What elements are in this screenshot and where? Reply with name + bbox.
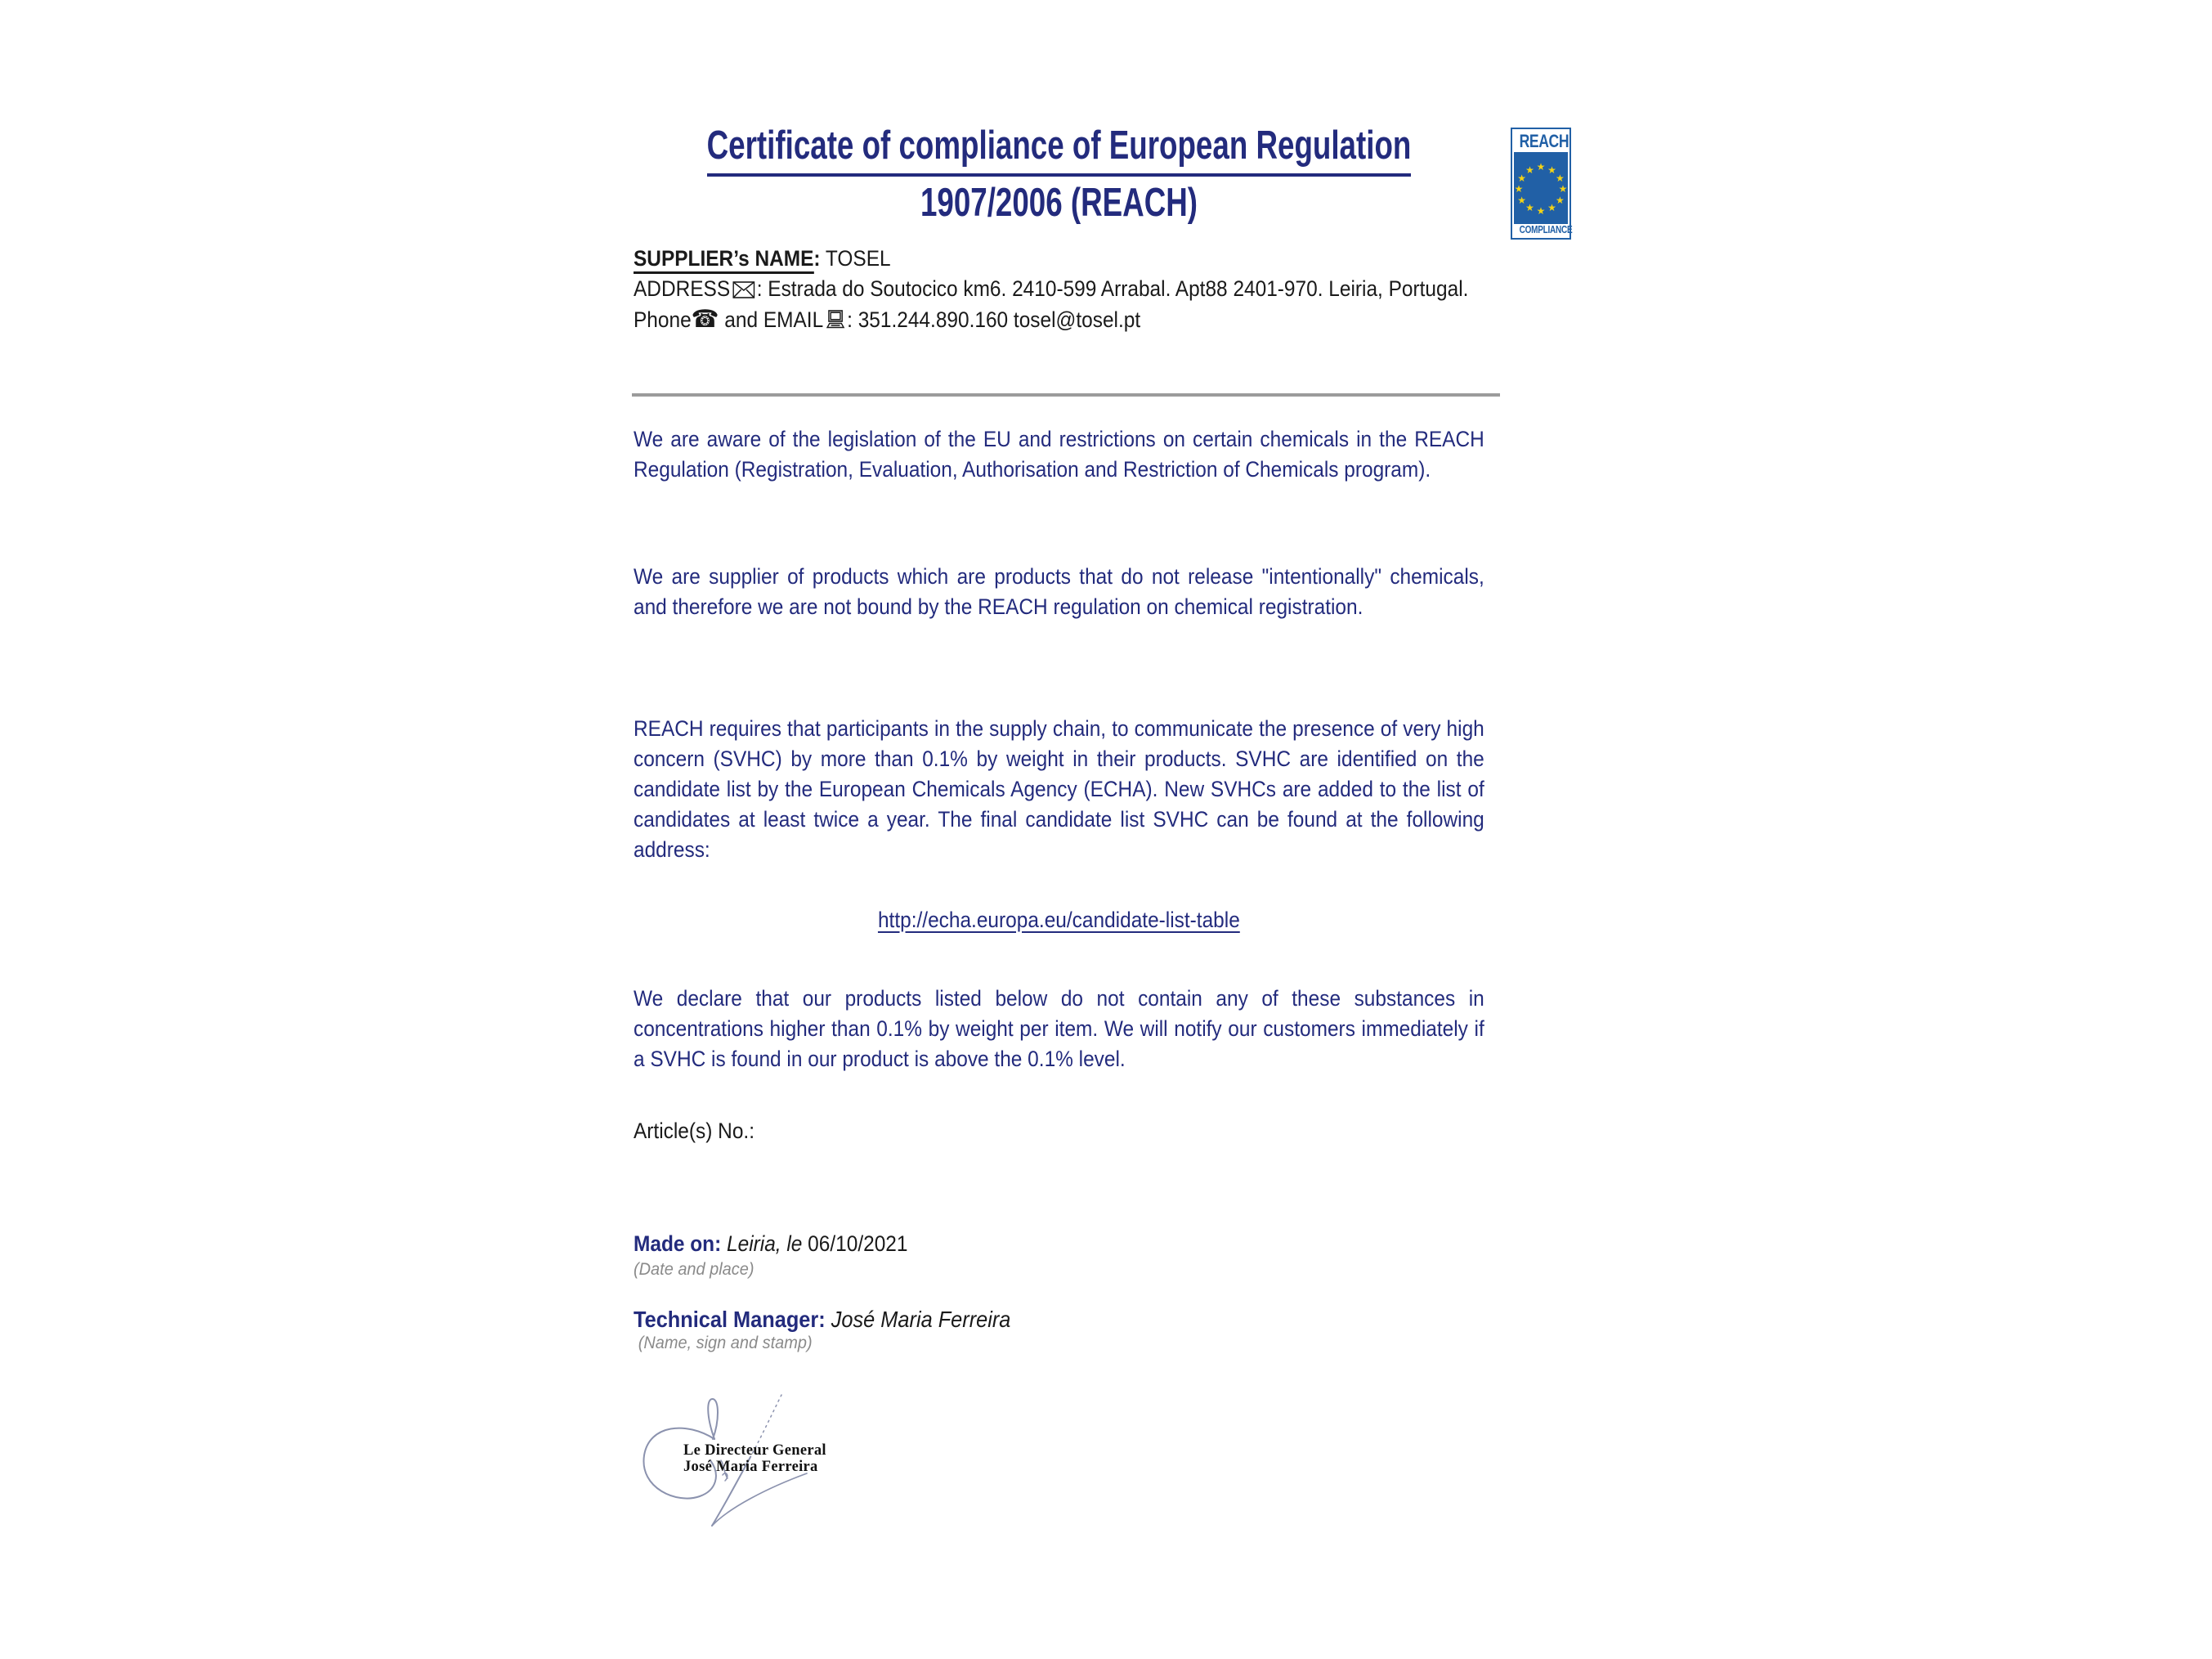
eu-star-icon: ★ bbox=[1558, 183, 1568, 195]
made-on-place: Leiria, le bbox=[721, 1231, 803, 1256]
signature-caption bbox=[683, 1442, 826, 1475]
technical-manager-name: José Maria Ferreira bbox=[825, 1307, 1011, 1332]
envelope-icon bbox=[732, 281, 754, 298]
candidate-list-link[interactable]: http://echa.europa.eu/candidate-list-table bbox=[877, 908, 1240, 932]
eu-star-icon: ★ bbox=[1536, 205, 1546, 217]
horizontal-divider bbox=[632, 393, 1500, 397]
contact-value: : 351.244.890.160 tosel@tosel.pt bbox=[847, 307, 1141, 332]
phone-label: Phone bbox=[634, 307, 692, 332]
compliance-logo-label: COMPLIANCE bbox=[1519, 224, 1573, 235]
name-sign-stamp-note: (Name, sign and stamp) bbox=[638, 1334, 813, 1352]
supplier-address-line bbox=[634, 274, 1484, 304]
made-on-label: Made on: bbox=[634, 1231, 722, 1256]
telephone-icon: ☎ bbox=[691, 305, 719, 334]
articles-no-label: Article(s) No.: bbox=[634, 1119, 754, 1143]
eu-star-icon: ★ bbox=[1517, 172, 1526, 184]
made-on-date: 06/10/2021 bbox=[802, 1231, 908, 1256]
eu-star-icon: ★ bbox=[1525, 164, 1534, 176]
technical-manager-label: Technical Manager: bbox=[634, 1307, 826, 1332]
supplier-info-block bbox=[634, 244, 1484, 335]
paragraph-awareness: We are aware of the legislation of the EU and restrictions on certain chemicals in the REACH Regulation (Registration, Evaluation, Authorisation and Restriction of Chemicals program). bbox=[634, 427, 1484, 482]
email-label: and EMAIL bbox=[719, 307, 824, 332]
reach-compliance-logo bbox=[1511, 128, 1571, 240]
eu-star-icon: ★ bbox=[1547, 164, 1556, 176]
candidate-list-link-row bbox=[634, 905, 1484, 935]
eu-star-icon: ★ bbox=[1514, 183, 1524, 195]
address-label: ADDRESS bbox=[634, 276, 731, 301]
eu-stars-flag-icon bbox=[1514, 152, 1568, 224]
supplier-name-label: SUPPLIER’s NAME bbox=[634, 246, 813, 274]
eu-star-icon: ★ bbox=[1517, 194, 1526, 206]
title-line-1 bbox=[634, 119, 1484, 177]
supplier-name-value: TOSEL bbox=[820, 246, 891, 271]
paragraph-reach-svhc: REACH requires that participants in the supply chain, to communicate the presence of very high concern (SVHC) by more than 0.1% by weight in their products. SVHC are identified on the candidate list by the European Chemicals Agency (ECHA). New SVHCs are added to the list of candidates at least twice a year. The final candidate list SVHC can be found at the following address: bbox=[634, 716, 1484, 862]
eu-star-icon: ★ bbox=[1556, 194, 1565, 206]
eu-star-icon: ★ bbox=[1556, 172, 1565, 184]
made-on-line bbox=[634, 1229, 1484, 1259]
title-line-1-text: Certificate of compliance of European Regulation bbox=[707, 119, 1412, 177]
signature-caption-line-2: José Maria Ferreira bbox=[683, 1459, 818, 1475]
technical-manager-line bbox=[634, 1304, 1484, 1334]
title-line-2: 1907/2006 (REACH) bbox=[920, 181, 1198, 225]
reach-logo-label: REACH bbox=[1519, 131, 1569, 151]
eu-star-icon: ★ bbox=[1547, 202, 1556, 214]
supplier-name-line: SUPPLIER’s NAME: TOSEL bbox=[634, 244, 1484, 274]
paragraph-declaration: We declare that our products listed below do not contain any of these substances in concentrations higher than 0.1% by weight per item. We will notify our customers immediately if a SVHC is found in our product is above the 0.1% level. bbox=[634, 986, 1484, 1071]
supplier-contact-line bbox=[634, 304, 1484, 335]
address-value: : Estrada do Soutocico km6. 2410-599 Arrabal. Apt88 2401-970. Leiria, Portugal. bbox=[756, 276, 1469, 301]
document-title bbox=[634, 119, 1484, 229]
signature-caption-line-1: Le Directeur General bbox=[683, 1442, 826, 1459]
eu-star-icon: ★ bbox=[1525, 202, 1534, 214]
eu-star-icon: ★ bbox=[1536, 161, 1546, 173]
date-place-note: (Date and place) bbox=[634, 1260, 754, 1279]
paragraph-supplier: We are supplier of products which are products that do not release "intentionally" chemicals, and therefore we are not bound by the REACH regulation on chemical registration. bbox=[634, 564, 1484, 619]
computer-icon bbox=[826, 310, 845, 330]
